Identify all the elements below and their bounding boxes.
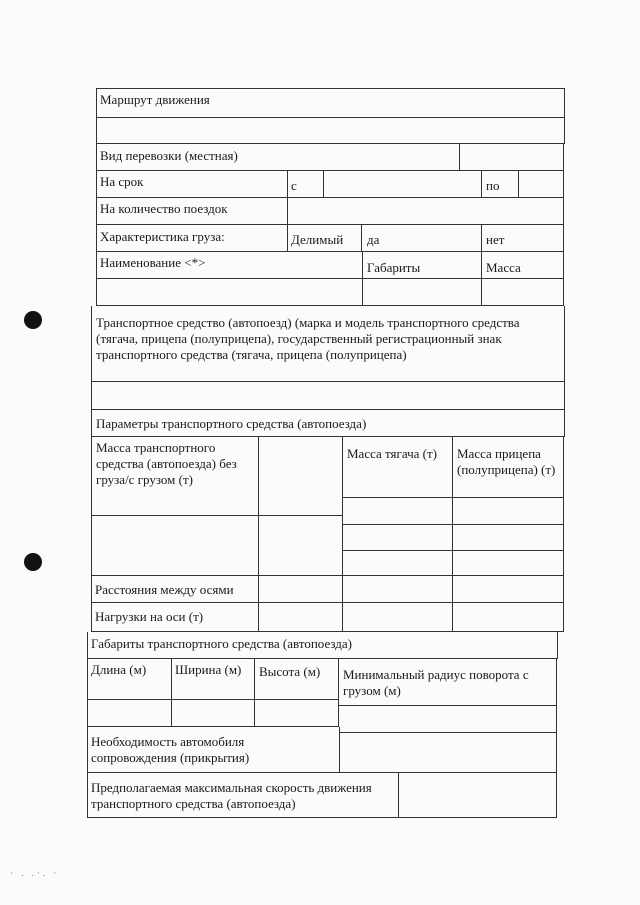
height-label: Высота (м) [259, 664, 321, 679]
route-value-cell[interactable] [96, 117, 565, 144]
axle-distances-label: Расстояния между осями [95, 582, 234, 597]
axle-distances-value-3[interactable] [453, 576, 564, 603]
punch-hole-bottom [24, 553, 42, 571]
vehicle-mass-value[interactable] [258, 437, 343, 516]
period-from-value[interactable] [324, 171, 482, 198]
vehicle-dimensions-label: Габариты транспортного средства (автопоезда) [91, 636, 352, 651]
trailer-mass-value-2[interactable] [453, 525, 564, 551]
axle-loads-label: Нагрузки на оси (т) [95, 609, 204, 624]
route-label: Маршрут движения [100, 92, 210, 107]
transport-type-label: Вид перевозки (местная) [100, 148, 238, 163]
max-speed-value[interactable] [398, 773, 557, 818]
tractor-mass-label: Масса тягача (т) [347, 446, 438, 461]
width-label: Ширина (м) [175, 662, 242, 677]
escort-needed-value[interactable] [339, 733, 557, 773]
cargo-name-value[interactable] [96, 279, 363, 306]
vehicle-params-label: Параметры транспортного средства (автопоезда) [96, 416, 367, 431]
min-turn-radius-value[interactable] [339, 706, 557, 733]
divisible-label: Делимый [291, 232, 344, 247]
dimensions-value[interactable] [362, 279, 482, 306]
tractor-mass-value-2[interactable] [343, 525, 453, 551]
yes-cell[interactable] [362, 225, 482, 252]
length-label: Длина (м) [91, 662, 147, 677]
scan-artifacts: · . .·. · [10, 868, 60, 878]
axle-loads-value-1[interactable] [258, 603, 343, 632]
vehicle-description-value[interactable] [91, 382, 565, 410]
cargo-characteristics-label: Характеристика груза: [100, 229, 225, 244]
mass-label: Масса [486, 260, 521, 275]
tractor-mass-value-3[interactable] [343, 551, 453, 576]
axle-distances-value-1[interactable] [258, 576, 343, 603]
height-value[interactable] [255, 700, 339, 727]
vehicle-mass-extra-cell[interactable] [91, 516, 259, 576]
length-value[interactable] [87, 700, 172, 727]
no-label: нет [486, 232, 505, 247]
yes-label: да [367, 232, 380, 247]
period-label: На срок [100, 174, 144, 189]
axle-loads-value-3[interactable] [453, 603, 564, 632]
dimensions-label: Габариты [367, 260, 421, 275]
trailer-mass-label: Масса прицепа (полуприцепа) (т) [457, 446, 556, 477]
axle-distances-value-2[interactable] [343, 576, 453, 603]
axle-loads-value-2[interactable] [343, 603, 453, 632]
trips-count-value[interactable] [287, 198, 564, 225]
period-from-label: с [291, 178, 297, 193]
transport-type-value[interactable] [459, 144, 564, 171]
min-turn-radius-label: Минимальный радиус поворота с грузом (м) [343, 667, 529, 698]
tractor-mass-value-1[interactable] [343, 498, 453, 525]
trailer-mass-value-3[interactable] [453, 551, 564, 576]
punch-hole-top [24, 311, 42, 329]
trailer-mass-value-1[interactable] [453, 498, 564, 525]
mass-value[interactable] [482, 279, 564, 306]
vehicle-mass-label: Масса транспортного средства (автопоезда) без груза/с грузом (т) [96, 440, 237, 487]
max-speed-label: Предполагаемая максимальная скорость движения транспортного средства (автопоезда) [91, 780, 372, 811]
trips-count-label: На количество поездок [100, 201, 228, 216]
cargo-name-label: Наименование <*> [100, 255, 206, 270]
width-value[interactable] [171, 700, 255, 727]
vehicle-description-label: Транспортное средство (автопоезд) (марка и модель транспортного средства (тягача, прицепа (полуприцепа), государственный регистрационный знак транспортного средства (тягача, прицепа (полуприцепа) [96, 315, 520, 362]
vehicle-mass-extra-value[interactable] [258, 516, 343, 576]
escort-needed-label: Необходимость автомобиля сопровождения (прикрытия) [91, 734, 250, 765]
period-to-label: по [486, 178, 500, 193]
period-to-value[interactable] [519, 171, 564, 198]
